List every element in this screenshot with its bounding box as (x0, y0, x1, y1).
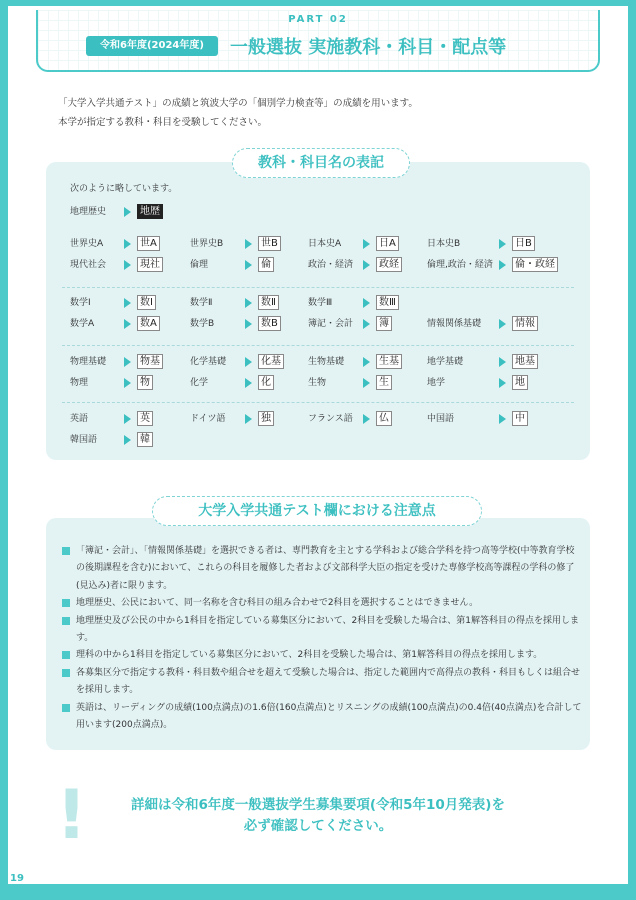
note-item (62, 595, 582, 612)
arrow-right-icon (499, 378, 506, 388)
arrow-right-icon (245, 378, 252, 388)
note-text: 理科の中から1科目を指定している募集区分において、2科目を受験した場合は、第1解答科目の得点を採用します。 (76, 650, 543, 661)
subject-abbreviation: 数Ⅲ (376, 295, 399, 310)
square-bullet-icon (62, 547, 70, 555)
notes-heading: 大学入学共通テスト欄における注意点 (152, 496, 482, 526)
subject-label: フランス語 (308, 414, 353, 424)
square-bullet-icon (62, 651, 70, 659)
subject-label: 地理歴史 (70, 207, 107, 217)
group-divider (62, 345, 574, 346)
subject-label: 数学Ⅲ (308, 298, 333, 308)
frame-left (0, 0, 8, 900)
note-text: 英語は、リーディングの成績(100点満点)の1.6倍(160点満点)とリスニングの成績(100点満点)の0.4倍(40点満点)を合計して用います(200点満点)。 (76, 702, 582, 731)
subject-abbreviation: 物基 (137, 354, 163, 369)
arrow-right-icon (499, 319, 506, 329)
subject-abbreviation: 英 (137, 411, 153, 426)
subject-label: 倫理,政治・経済 (427, 260, 493, 270)
subject-label: 化学 (190, 378, 209, 388)
subject-label: 情報関係基礎 (427, 319, 482, 329)
intro-line-2: 本学が指定する教科・科目を受験してください。 (58, 117, 268, 128)
intro-text (58, 94, 418, 132)
arrow-right-icon (245, 298, 252, 308)
subject-abbreviation: 日B (512, 236, 535, 251)
arrow-right-icon (124, 298, 131, 308)
subject-label: 日本史A (308, 239, 342, 249)
subject-abbreviation: 化 (258, 375, 274, 390)
arrow-right-icon (245, 260, 252, 270)
arrow-right-icon (245, 414, 252, 424)
subject-abbreviation: 地歴 (137, 204, 163, 219)
page-title: 一般選抜 実施教科・科目・配点等 (230, 37, 507, 58)
subject-label: 中国語 (427, 414, 455, 424)
square-bullet-icon (62, 599, 70, 607)
subject-abbreviation: 数B (258, 316, 281, 331)
page-number: 19 (10, 873, 24, 884)
arrow-right-icon (124, 319, 131, 329)
note-item (62, 543, 582, 595)
subject-label: 数学Ⅰ (70, 298, 91, 308)
subject-abbreviation: 独 (258, 411, 274, 426)
subject-label: 物理 (70, 378, 89, 388)
subject-label: 物理基礎 (70, 357, 107, 367)
subject-label: ドイツ語 (190, 414, 226, 424)
subject-label: 地学基礎 (427, 357, 464, 367)
subject-label: 世界史A (70, 239, 104, 249)
footer-line-1: 詳細は令和6年度一般選抜学生募集要項(令和5年10月発表)を (131, 797, 505, 813)
arrow-right-icon (245, 239, 252, 249)
subject-abbreviation: 世B (258, 236, 281, 251)
subjects-heading: 教科・科目名の表記 (232, 148, 410, 178)
arrow-right-icon (499, 260, 506, 270)
arrow-right-icon (363, 357, 370, 367)
note-text: 地理歴史、公民において、同一名称を含む科目の組み合わせで2科目を選択することはできません。 (76, 598, 479, 609)
arrow-right-icon (245, 357, 252, 367)
subject-label: 韓国語 (70, 435, 98, 445)
subject-abbreviation: 簿 (376, 316, 392, 331)
subject-label: 日本史B (427, 239, 461, 249)
arrow-right-icon (245, 319, 252, 329)
arrow-right-icon (124, 414, 131, 424)
exclamation-icon: ! (56, 776, 88, 855)
square-bullet-icon (62, 704, 70, 712)
arrow-right-icon (124, 260, 131, 270)
subject-abbreviation: 地 (512, 375, 528, 390)
subject-abbreviation: 倫 (258, 257, 274, 272)
group-divider (62, 287, 574, 288)
part-label: PART 02 (288, 14, 348, 25)
subject-abbreviation: 日A (376, 236, 399, 251)
subject-label: 生物基礎 (308, 357, 345, 367)
arrow-right-icon (124, 378, 131, 388)
arrow-right-icon (363, 378, 370, 388)
notes-list (62, 543, 582, 734)
arrow-right-icon (363, 319, 370, 329)
subject-abbreviation: 化基 (258, 354, 284, 369)
footer-notice (80, 795, 556, 837)
subject-label: 生物 (308, 378, 327, 388)
subject-abbreviation: 生 (376, 375, 392, 390)
footer-line-2: 必ず確認してください。 (243, 818, 393, 834)
intro-line-1: 「大学入学共通テスト」の成績と筑波大学の「個別学力検査等」の成績を用います。 (58, 98, 418, 109)
subject-abbreviation: 地基 (512, 354, 538, 369)
subject-abbreviation: 韓 (137, 432, 153, 447)
subject-abbreviation: 倫・政経 (512, 257, 558, 272)
square-bullet-icon (62, 669, 70, 677)
subject-label: 現代社会 (70, 260, 107, 270)
arrow-right-icon (363, 239, 370, 249)
subject-label: 数学B (190, 319, 215, 329)
year-badge: 令和6年度(2024年度) (86, 36, 218, 56)
subject-abbreviation: 数Ⅰ (137, 295, 156, 310)
subject-label: 簿記・会計 (308, 319, 354, 329)
subject-label: 数学Ⅱ (190, 298, 213, 308)
subject-abbreviation: 仏 (376, 411, 392, 426)
note-item (62, 613, 582, 648)
note-text: 各募集区分で指定する教科・科目数や組合せを超えて受験した場合は、指定した範囲内で高得点の教科・科目もしくは組合せを採用します。 (76, 667, 581, 696)
subject-abbreviation: 現社 (137, 257, 163, 272)
subject-abbreviation: 物 (137, 375, 153, 390)
subject-label: 地学 (427, 378, 446, 388)
subject-label: 世界史B (190, 239, 224, 249)
arrow-right-icon (363, 298, 370, 308)
arrow-right-icon (499, 357, 506, 367)
subject-label: 化学基礎 (190, 357, 227, 367)
arrow-right-icon (363, 414, 370, 424)
note-text: 地理歴史及び公民の中から1科目を指定している募集区分において、2科目を受験した場合は、第1解答科目の得点を採用します。 (76, 615, 580, 644)
note-item (62, 665, 582, 700)
frame-top (0, 0, 636, 6)
abbreviation-note: 次のように略しています。 (70, 184, 178, 194)
subject-abbreviation: 情報 (512, 316, 538, 331)
subject-abbreviation: 政経 (376, 257, 402, 272)
arrow-right-icon (124, 435, 131, 445)
note-item (62, 700, 582, 735)
subject-abbreviation: 数Ⅱ (258, 295, 279, 310)
group-divider (62, 402, 574, 403)
note-item (62, 647, 582, 664)
arrow-right-icon (363, 260, 370, 270)
arrow-right-icon (124, 357, 131, 367)
subject-label: 英語 (70, 414, 89, 424)
arrow-right-icon (499, 414, 506, 424)
frame-bottom (0, 884, 636, 900)
arrow-right-icon (124, 207, 131, 217)
frame-right (628, 0, 636, 900)
square-bullet-icon (62, 617, 70, 625)
note-text: 「簿記・会計」、「情報関係基礎」を選択できる者は、専門教育を主とする学科および総合学科を持つ高等学校(中等教育学校の後期課程を含む)において、これらの科目を履修した者および文部科学大臣の指定を受けた専修学校高等課程の学科の修了(見込み)者に限ります。 (76, 546, 575, 591)
subject-abbreviation: 中 (512, 411, 528, 426)
subject-label: 政治・経済 (308, 260, 354, 270)
arrow-right-icon (124, 239, 131, 249)
subject-label: 数学A (70, 319, 95, 329)
subject-abbreviation: 生基 (376, 354, 402, 369)
subject-abbreviation: 世A (137, 236, 160, 251)
subject-label: 倫理 (190, 260, 209, 270)
arrow-right-icon (499, 239, 506, 249)
subject-abbreviation: 数A (137, 316, 160, 331)
